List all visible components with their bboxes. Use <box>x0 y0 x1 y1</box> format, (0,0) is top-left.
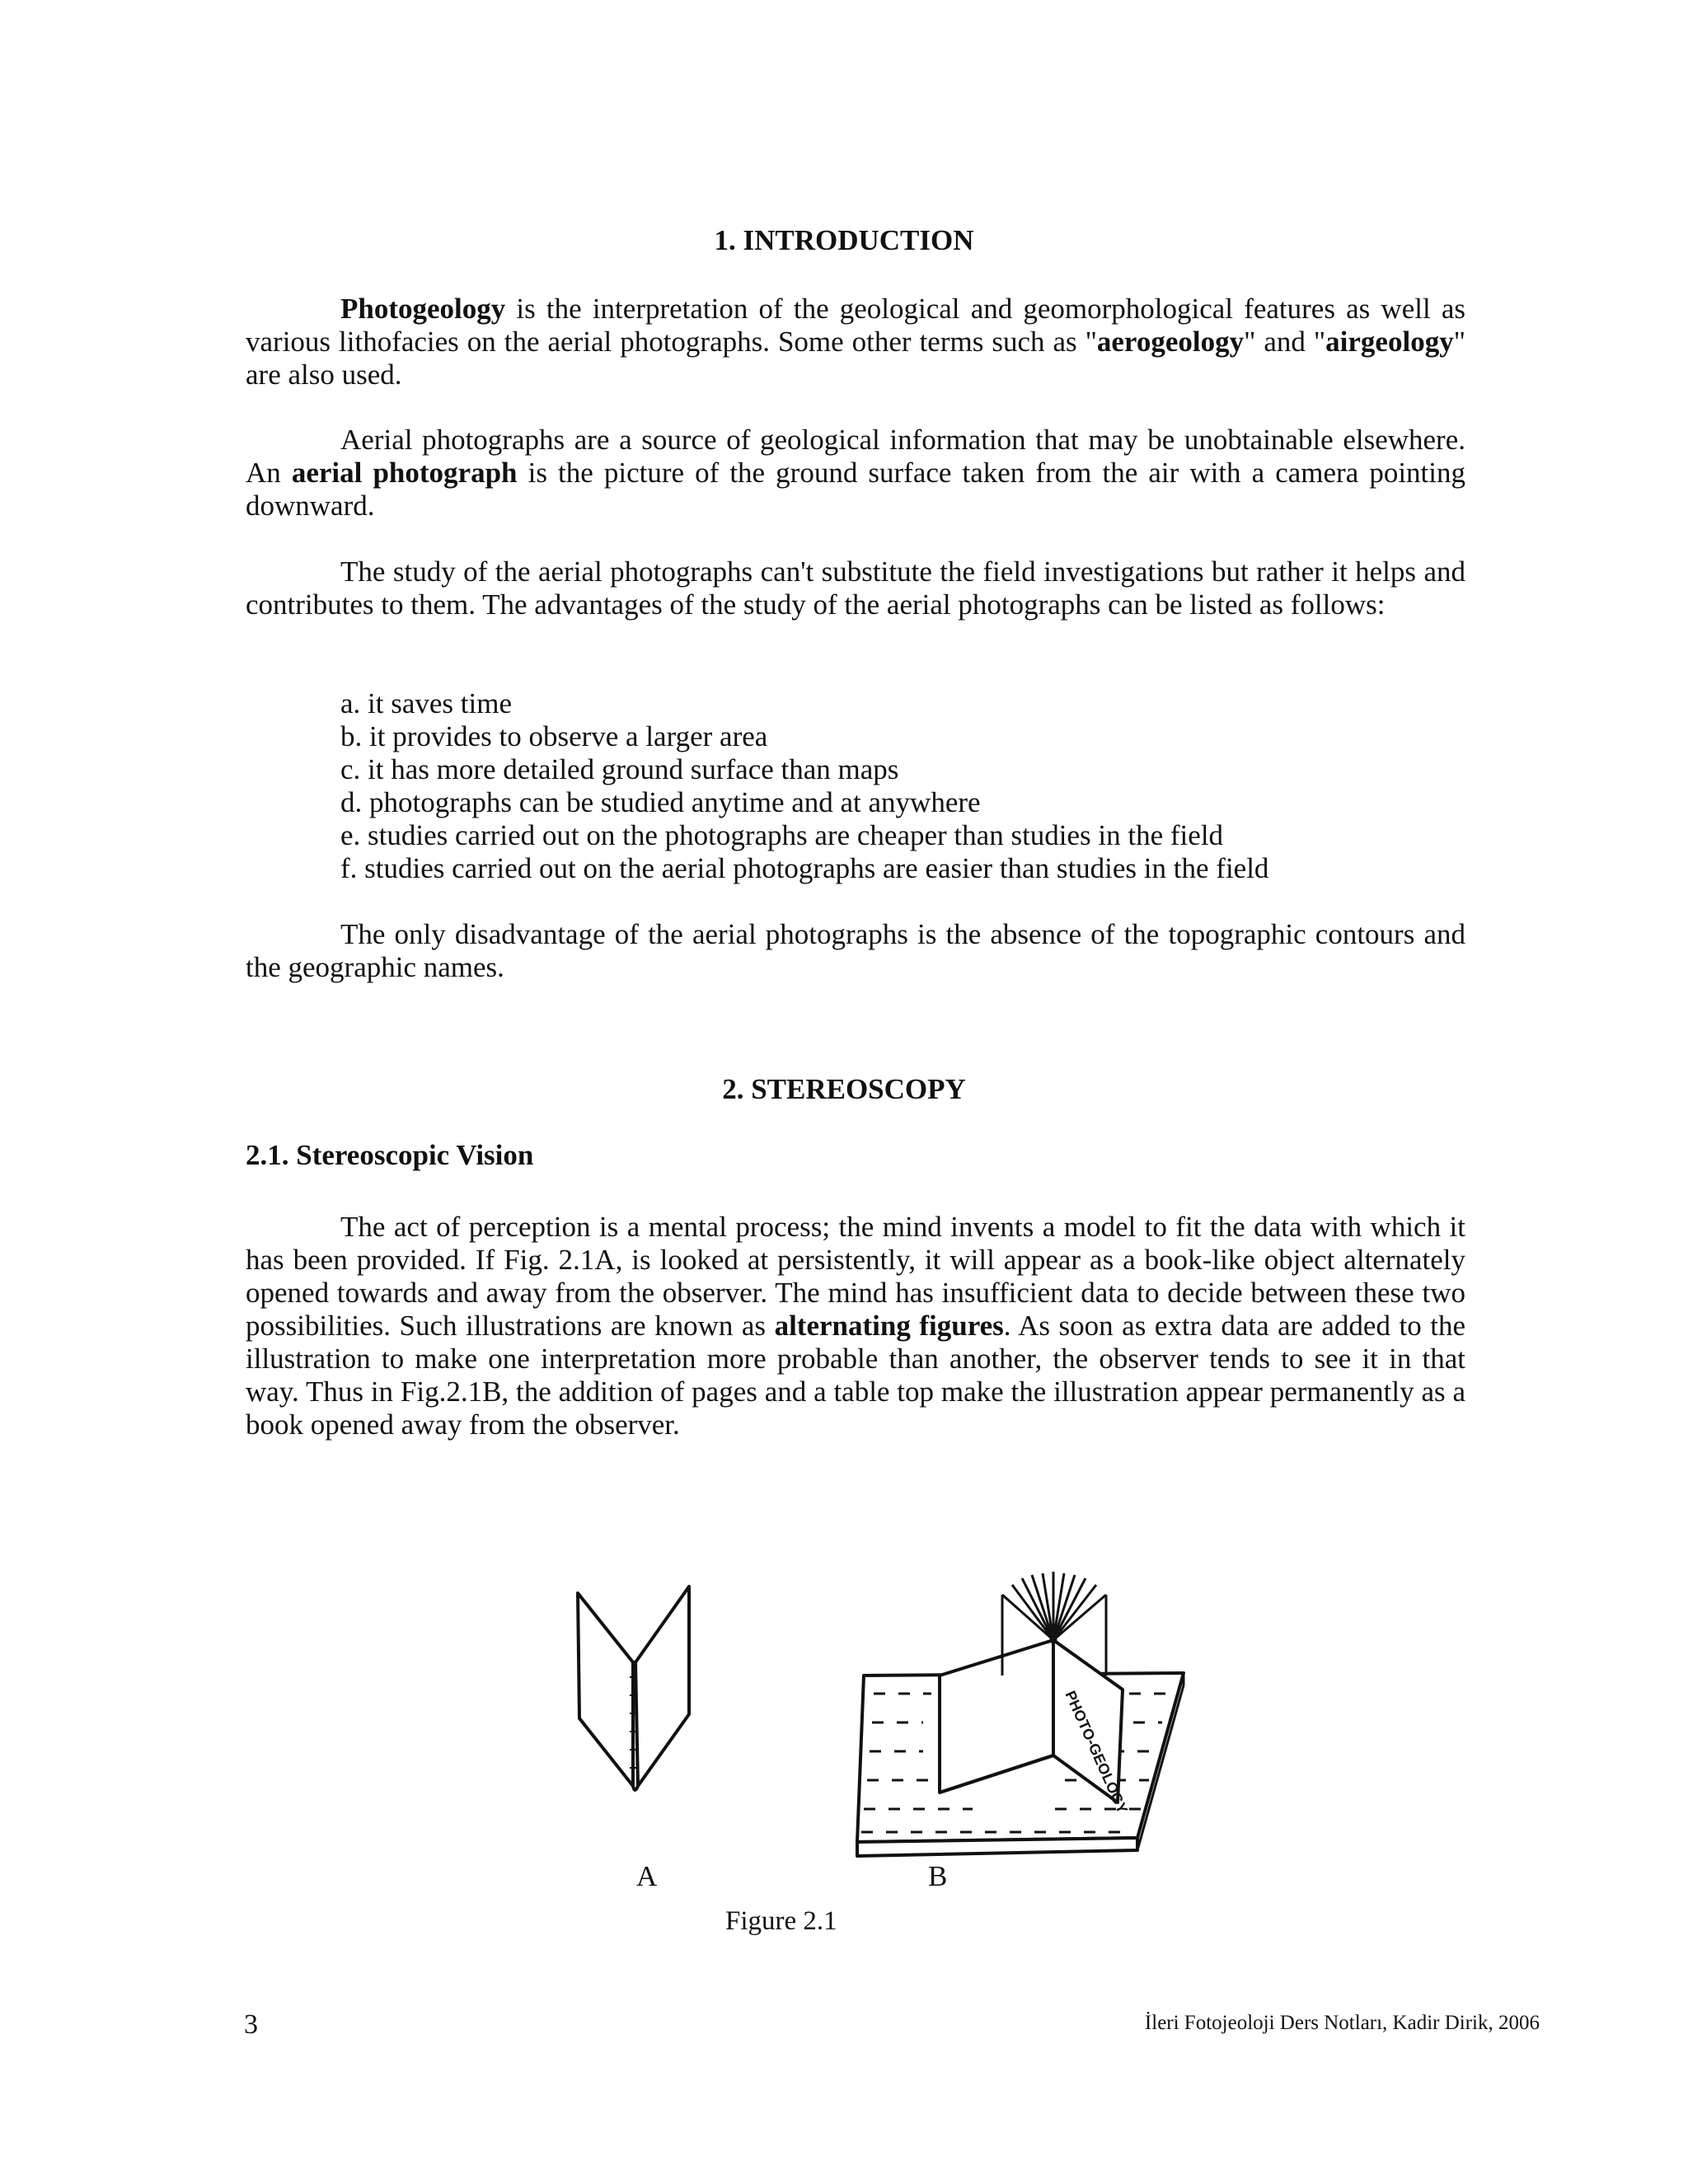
intro-paragraph-4: The only disadvantage of the aerial photographs is the absence of the topographic contours and the geographic names. <box>246 918 1465 983</box>
figure-b-book-on-table <box>857 1572 1184 1856</box>
intro-paragraph-1: Photogeology is the interpretation of the geological and geomorphological features as well as various lithofacies on the aerial photographs. Some other terms such as "aerogeology" and "airgeology" are also used. <box>246 293 1465 391</box>
figure-label-b: B <box>928 1860 948 1892</box>
list-item: e. studies carried out on the photographs are cheaper than studies in the field <box>340 819 1224 851</box>
figure-2-1-drawing <box>560 1570 1220 1883</box>
list-item: d. photographs can be studied anytime and at anywhere <box>340 786 981 818</box>
bold-term-aerogeology: aerogeology <box>1096 326 1245 358</box>
advantages-list <box>340 687 1268 885</box>
list-item: b. it provides to observe a larger area <box>340 720 768 752</box>
intro-paragraph-2: Aerial photographs are a source of geological information that may be unobtainable elsewhere. An aerial photograph is the picture of the ground surface taken from the air with a camera pointing downward. <box>246 424 1465 522</box>
bold-term-alternating-figures: alternating figures <box>774 1310 1004 1342</box>
footer-note: İleri Fotojeoloji Ders Notları, Kadir Dirik, 2006 <box>1144 2012 1540 2034</box>
list-item: c. it has more detailed ground surface than maps <box>340 753 899 785</box>
figure-2-1 <box>560 1570 1220 1892</box>
figure-caption: Figure 2.1 <box>725 1906 837 1936</box>
figure-a-open-book <box>578 1586 689 1790</box>
bold-term-airgeology: airgeology <box>1325 326 1454 358</box>
figure-label-a: A <box>636 1860 658 1892</box>
stereoscopy-paragraph-1: The act of perception is a mental process; the mind invents a model to fit the data with which it has been provided. If Fig. 2.1A, is looked at persistently, it will appear as a book-like object alternately opened towards and away from the observer. The mind has insufficient data to decide between these two possibilities. Such illustrations are known as alternating figures. As soon as extra data are added to the illustration to make one interpretation more probable than another, the observer tends to see it in that way. Thus in Fig.2.1B, the addition of pages and a table top make the illustration appear permanently as a book opened away from the observer. <box>246 1211 1465 1441</box>
section-2-title: 2. STEREOSCOPY <box>722 1073 966 1105</box>
intro-paragraph-3: The study of the aerial photographs can't substitute the field investigations but rather it helps and contributes to them. The advantages of the study of the aerial photographs can be listed as follows: <box>246 555 1465 621</box>
book-cover-text: PHOTO-GEOLOGY <box>1062 1688 1131 1816</box>
section-2-1-subtitle: 2.1. Stereoscopic Vision <box>246 1139 534 1171</box>
section-1-title: 1. INTRODUCTION <box>714 224 974 256</box>
list-item: a. it saves time <box>340 687 513 719</box>
page-number: 3 <box>244 2009 258 2040</box>
bold-term-aerial-photograph: aerial photograph <box>291 457 518 489</box>
bold-term-photogeology: Photogeology <box>340 293 506 325</box>
list-item: f. studies carried out on the aerial photographs are easier than studies in the field <box>340 852 1269 884</box>
